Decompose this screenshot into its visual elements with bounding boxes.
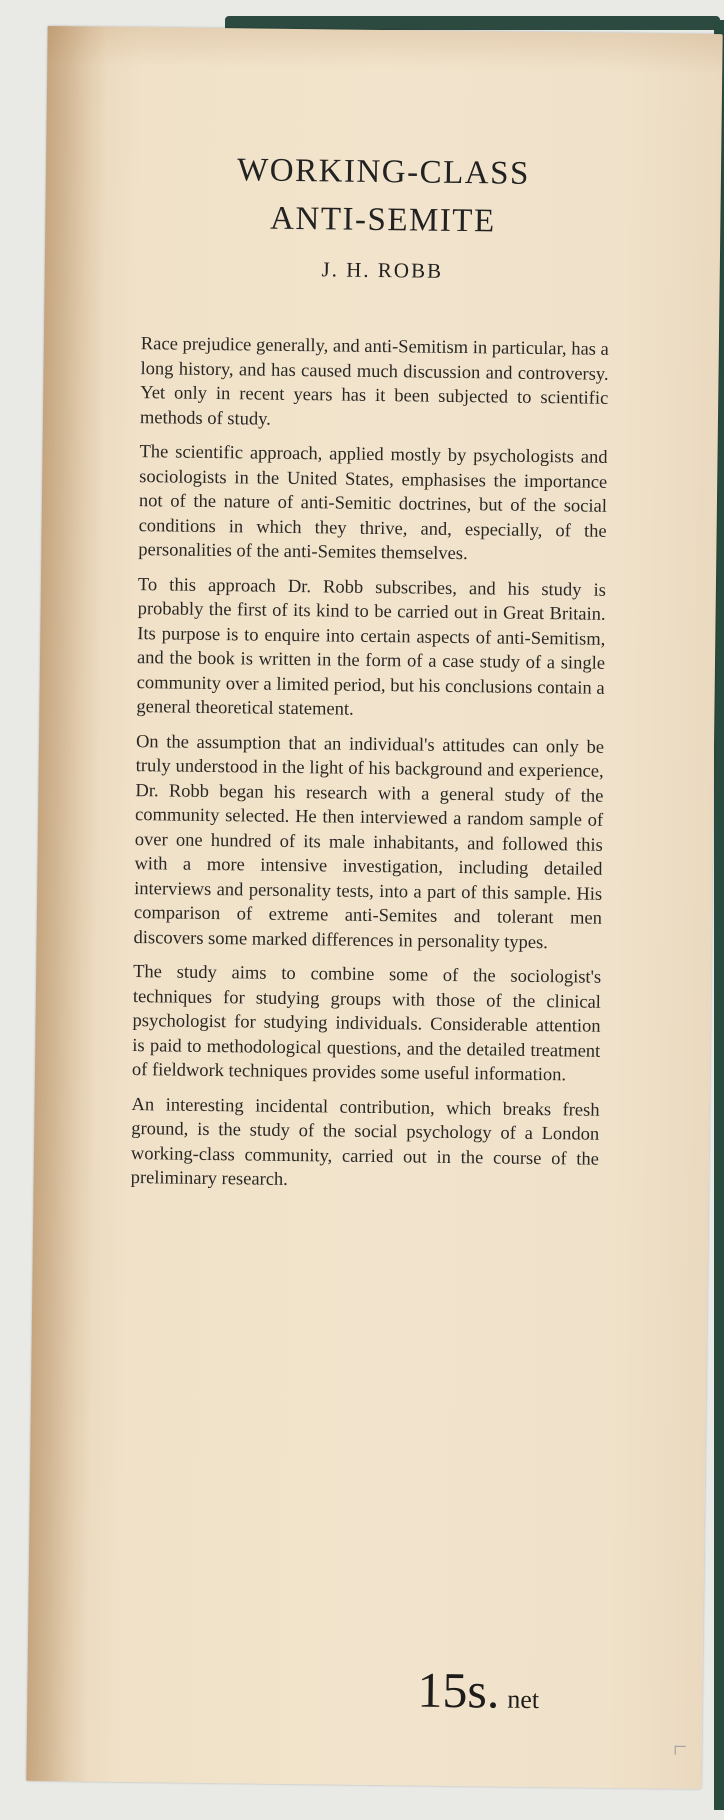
title-block [45, 144, 722, 287]
book-title-line-1: WORKING-CLASS [236, 152, 531, 192]
blurb-paragraph: Race prejudice generally, and anti-Semitism in particular, has a long history, and has caused much discussion and controversy. Yet only in recent years has it been subjected to scientific methods of study. [139, 334, 609, 430]
price-amount: 15s. [417, 1661, 500, 1719]
blurb-text [130, 332, 609, 1206]
price-suffix: net [507, 1684, 540, 1715]
blurb-paragraph: The scientific approach, applied mostly by psychologists and sociologists in the United States, emphasises the importance not of the nature of anti-Semitic doctrines, but of the social conditions in which they thrive, and, especially, of the personalities of the anti-Semites themselves. [138, 442, 608, 565]
price [417, 1661, 539, 1720]
corner-mark [675, 1746, 686, 1755]
author-name: J. H. ROBB [321, 257, 444, 283]
blurb-paragraph: To this approach Dr. Robb subscribes, and his study is probably the first of its kind to be carried out in Great Britain. Its purpose is to enquire into certain aspects of anti-Semitism, and the book is written in the form of a case study of a single community over a limited period, but his conclusions contain a general theoretical statement. [136, 574, 607, 720]
book-board-edge [225, 16, 720, 30]
book-title-line-2: ANTI-SEMITE [269, 200, 496, 240]
blurb-paragraph: The study aims to combine some of the sociologist's techniques for studying groups with those of the clinical psychologist for studying individuals. Considerable attention is paid to methodological questions, and the detailed treatment of fieldwork techniques provides some useful information. [131, 962, 602, 1086]
dust-jacket-flap [26, 26, 722, 1789]
blurb-paragraph: An interesting incidental contribution, which breaks fresh ground, is the study of the social psychology of a London working-class community, carried out in the course of the preliminary research. [130, 1094, 600, 1190]
blurb-paragraph: On the assumption that an individual's attitudes can only be truly understood in the light of his background and experience, Dr. Robb began his research with a general study of the community selected. He then interviewed a random sample of over one hundred of its male inhabitants, and followed this with a more intensive investigation, including detailed interviews and personality tests, into a part of this sample. His comparison of extreme anti-Semites and tolerant men discovers some marked differences in personality types. [133, 731, 605, 953]
